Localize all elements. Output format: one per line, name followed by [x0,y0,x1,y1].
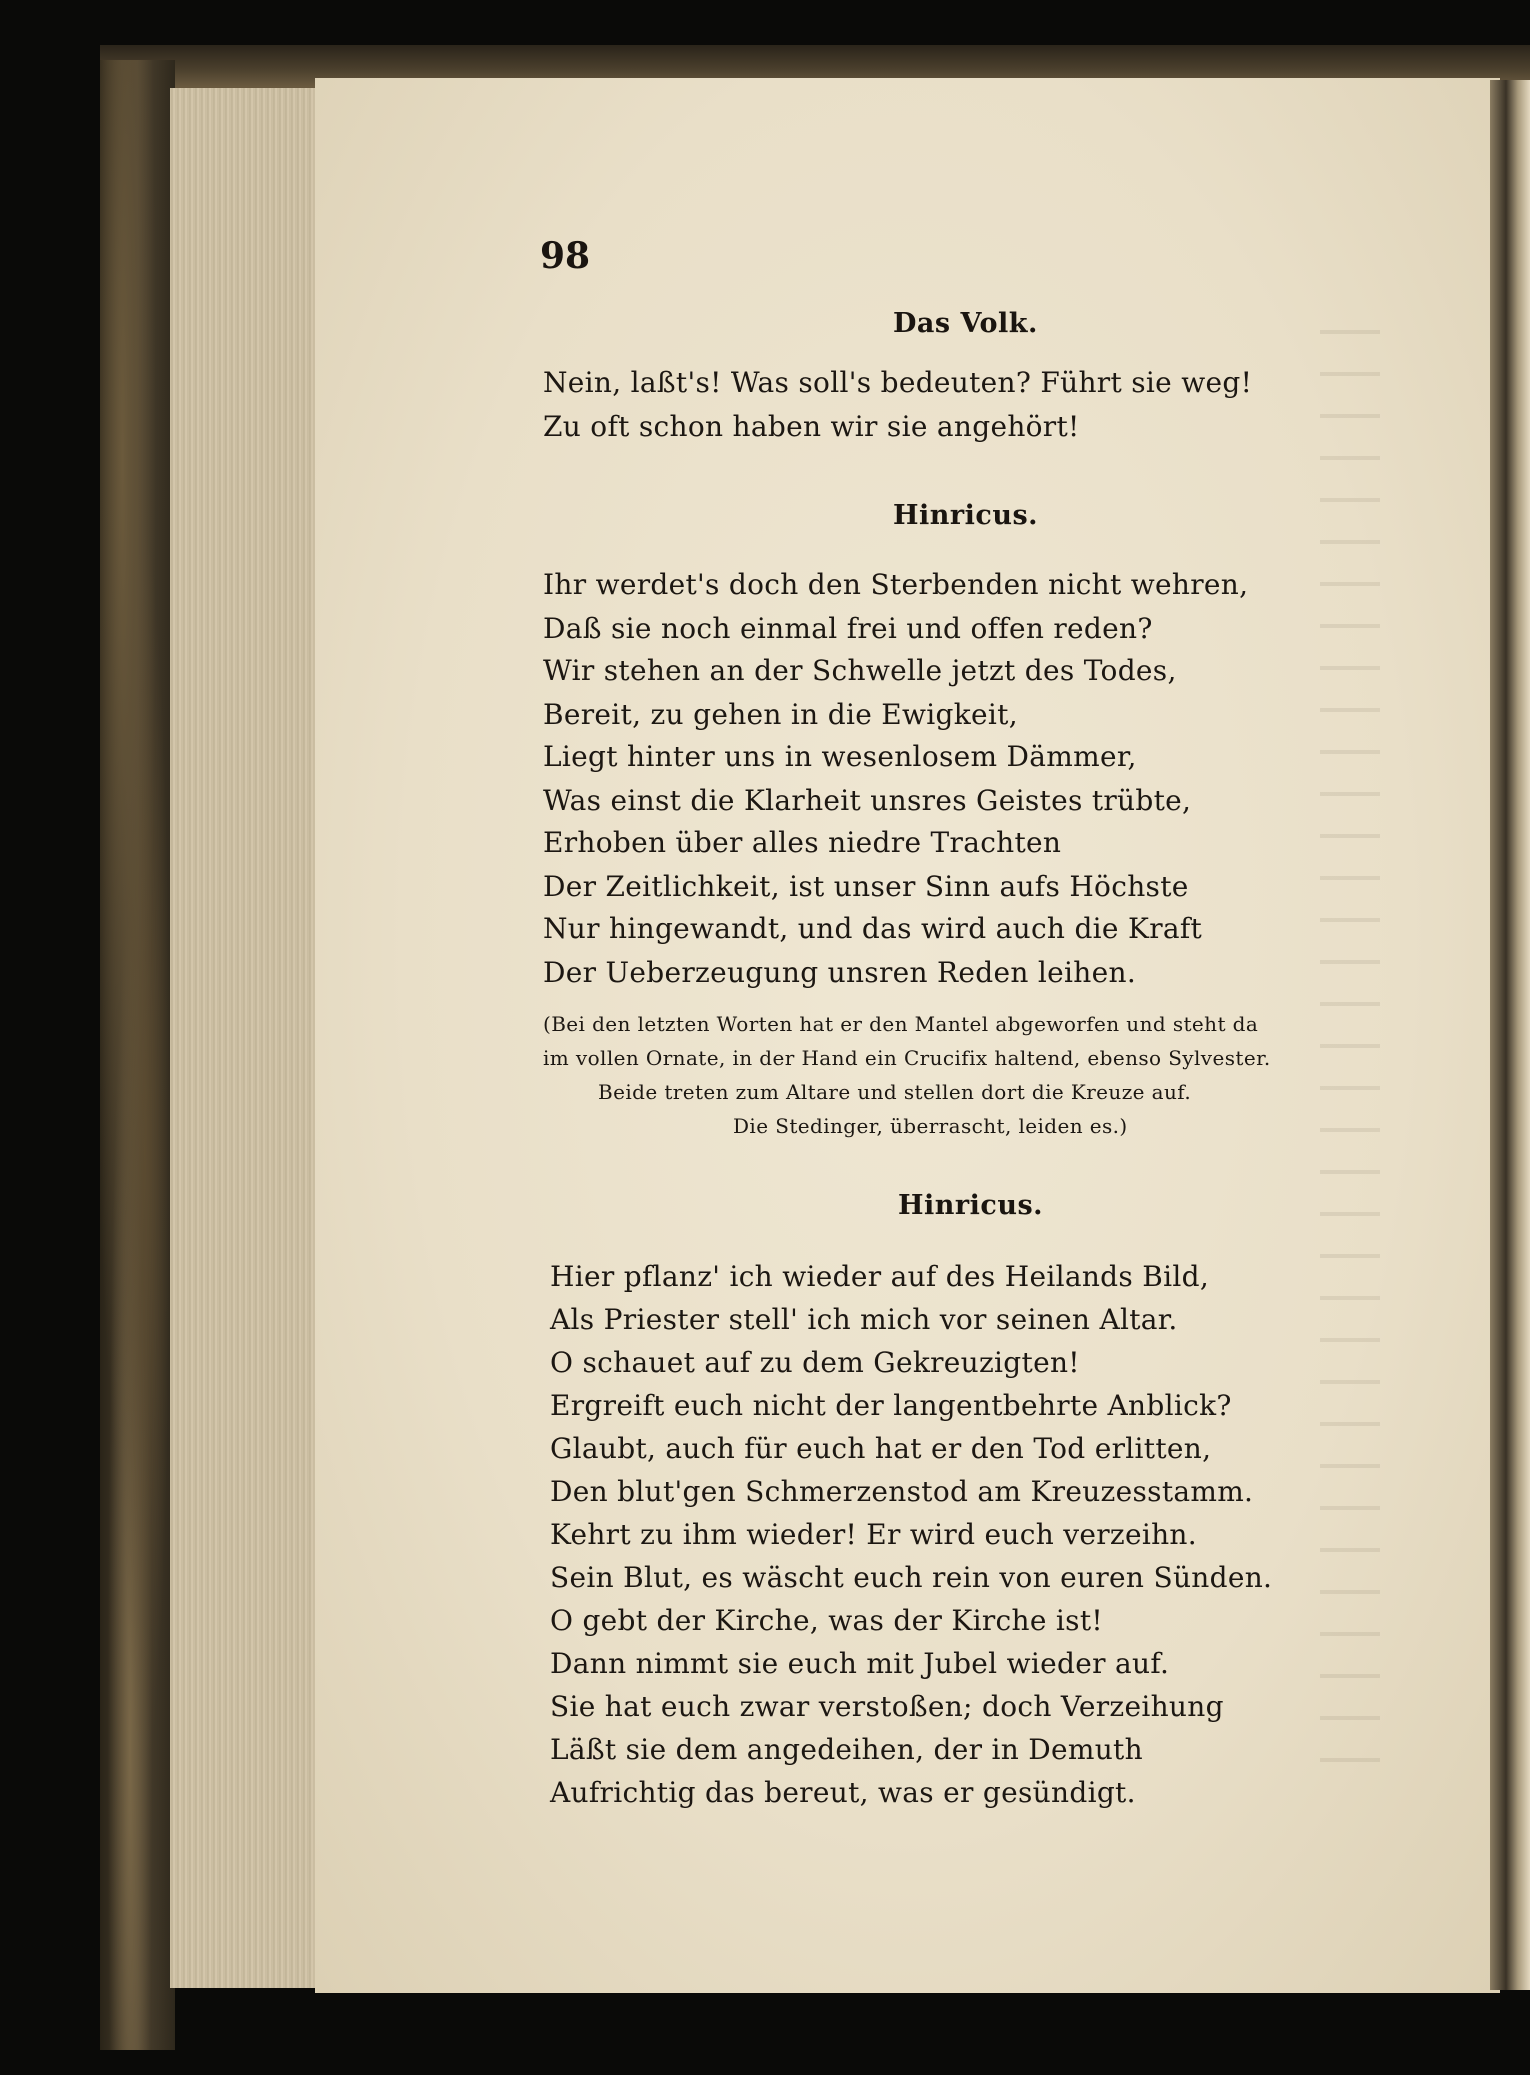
verse-line: Zu oft schon haben wir sie angehört! [543,410,1080,443]
verse-line: Glaubt, auch für euch hat er den Tod erlitten, [550,1432,1212,1465]
book-gutter [1490,80,1530,1990]
verse-line: Läßt sie dem angedeihen, der in Demuth [550,1733,1143,1766]
page-stack-edges [170,88,320,1988]
verse-line: Hier pflanz' ich wieder auf des Heilands Bild, [550,1260,1210,1293]
verse-line: Ihr werdet's doch den Sterbenden nicht wehren, [543,568,1249,601]
stage-direction-line: Beide treten zum Altare und stellen dort die Kreuze auf. [598,1080,1192,1104]
verse-line: Aufrichtig das bereut, was er gesündigt. [550,1776,1136,1809]
verse-line: Sein Blut, es wäscht euch rein von euren Sünden. [550,1561,1273,1594]
verse-line: O schauet auf zu dem Gekreuzigten! [550,1346,1080,1379]
speaker-heading: Hinricus. [898,1190,1044,1221]
verse-line: Nur hingewandt, und das wird auch die Kraft [543,912,1203,945]
verse-line: Was einst die Klarheit unsres Geistes trübte, [543,784,1192,817]
speaker-heading: Hinricus. [893,500,1039,531]
stage-direction-line: (Bei den letzten Worten hat er den Mantel abgeworfen und steht da [543,1012,1259,1036]
verse-line: Kehrt zu ihm wieder! Er wird euch verzeihn. [550,1518,1197,1551]
verse-line: Erhoben über alles niedre Trachten [543,826,1062,859]
verse-line: Bereit, zu gehen in die Ewigkeit, [543,698,1018,731]
page-number: 98 [540,235,591,277]
stage-direction-line: im vollen Ornate, in der Hand ein Crucifix haltend, ebenso Sylvester. [543,1046,1271,1070]
speaker-heading: Das Volk. [893,308,1038,339]
verse-line: Als Priester stell' ich mich vor seinen Altar. [550,1303,1178,1336]
verse-line: Daß sie noch einmal frei und offen reden? [543,612,1153,645]
verse-line: Liegt hinter uns in wesenlosem Dämmer, [543,740,1137,773]
verse-line: Den blut'gen Schmerzenstod am Kreuzesstamm. [550,1475,1254,1508]
verse-line: Nein, laßt's! Was soll's bedeuten? Führt sie weg! [543,366,1253,399]
verse-line: Sie hat euch zwar verstoßen; doch Verzeihung [550,1690,1224,1723]
bleed-through-text [1320,300,1380,1800]
verse-line: Wir stehen an der Schwelle jetzt des Todes, [543,654,1177,687]
book-cover-marbled-edge [100,60,175,2050]
stage-direction-line: Die Stedinger, überrascht, leiden es.) [733,1114,1128,1138]
verse-line: Dann nimmt sie euch mit Jubel wieder auf. [550,1647,1170,1680]
verse-line: O gebt der Kirche, was der Kirche ist! [550,1604,1103,1637]
verse-line: Der Ueberzeugung unsren Reden leihen. [543,956,1137,989]
verse-line: Ergreift euch nicht der langentbehrte Anblick? [550,1389,1232,1422]
verse-line: Der Zeitlichkeit, ist unser Sinn aufs Höchste [543,870,1189,903]
